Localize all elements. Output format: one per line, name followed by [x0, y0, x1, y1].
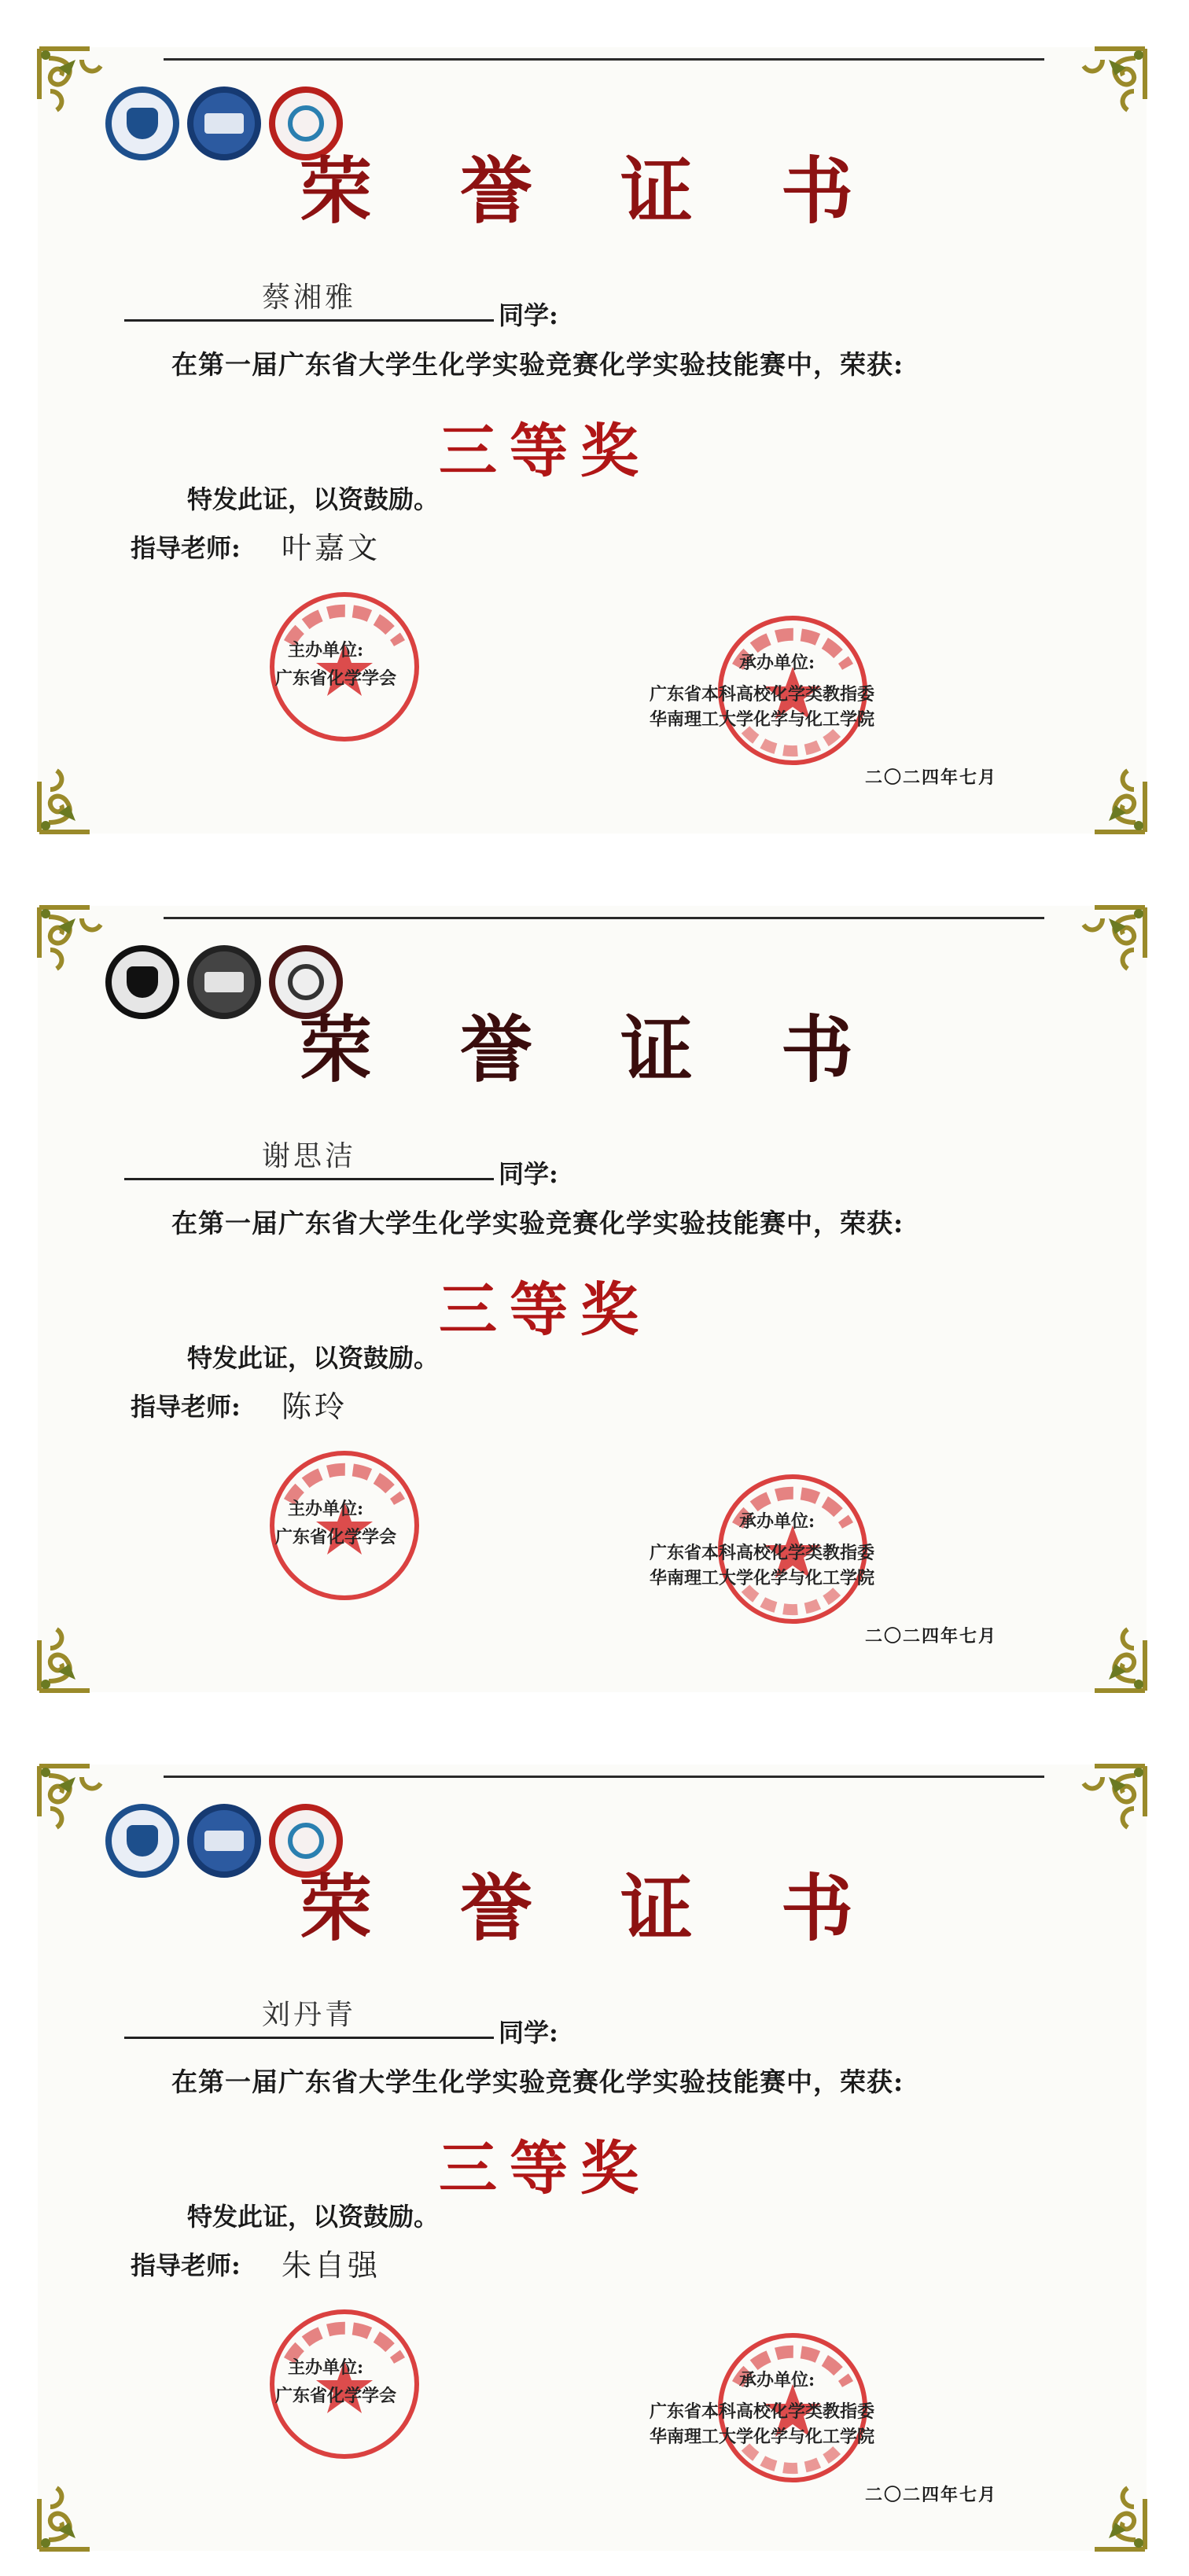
competition-line: 在第一届广东省大学生化学实验竞赛化学实验技能赛中，荣获: [171, 349, 904, 380]
certificate-paper [38, 47, 1147, 834]
advisor-name: 陈玲 [282, 1389, 348, 1424]
award-text: 三等奖 [439, 2135, 651, 2202]
advisor-name: 朱自强 [282, 2248, 381, 2283]
organizer-line-2: 华南理工大学化学与化工学院 [650, 1568, 875, 1588]
certificate-paper [38, 1765, 1147, 2551]
advisor-label: 指导老师: [131, 2250, 241, 2280]
organizer-label: 承办单位: [739, 1511, 815, 1532]
organizer-line-1: 广东省本科高校化学类教指委 [650, 684, 875, 705]
host-name: 广东省化学学会 [275, 2386, 397, 2406]
host-name: 广东省化学学会 [275, 668, 397, 689]
issue-date: 二〇二四年七月 [864, 767, 997, 788]
certificate-paper [38, 906, 1147, 1692]
organizer-line-2: 华南理工大学化学与化工学院 [650, 709, 875, 730]
award-text: 三等奖 [439, 418, 651, 485]
organizer-line-1: 广东省本科高校化学类教指委 [650, 1543, 875, 1563]
advisor-label: 指导老师: [131, 1392, 241, 1422]
advisor-name: 叶嘉文 [282, 531, 381, 565]
issue-line: 特发此证，以资鼓励。 [187, 1343, 440, 1373]
organizer-line-1: 广东省本科高校化学类教指委 [650, 2401, 875, 2422]
ornament-corner-icon [1055, 1761, 1150, 1856]
organizer-label: 承办单位: [739, 2370, 815, 2390]
organizer-line-2: 华南理工大学化学与化工学院 [650, 2427, 875, 2447]
ornament-corner-icon [1055, 742, 1150, 837]
student-name-line [124, 1135, 494, 1180]
certificate [0, 0, 1189, 859]
student-name-line [124, 277, 494, 322]
certificate [0, 859, 1189, 1717]
student-name: 刘丹青 [261, 1999, 356, 2031]
top-border-line [164, 1776, 1044, 1778]
host-label: 主办单位: [288, 2357, 364, 2378]
certificate-title: 荣 誉 证 书 [299, 1007, 885, 1092]
student-suffix: 同学: [499, 2018, 558, 2048]
issue-line: 特发此证，以资鼓励。 [187, 484, 440, 514]
student-suffix: 同学: [499, 1159, 558, 1189]
certificate [0, 1717, 1189, 2576]
ornament-corner-icon [35, 742, 129, 837]
award-text: 三等奖 [439, 1276, 651, 1344]
certificate-title: 荣 誉 证 书 [299, 149, 885, 234]
ornament-corner-icon [1055, 2460, 1150, 2554]
ornament-corner-icon [1055, 903, 1150, 997]
issue-date: 二〇二四年七月 [864, 1626, 997, 1647]
ornament-corner-icon [35, 2460, 129, 2554]
competition-line: 在第一届广东省大学生化学实验竞赛化学实验技能赛中，荣获: [171, 1208, 904, 1238]
top-border-line [164, 58, 1044, 61]
organizer-label: 承办单位: [739, 653, 815, 673]
student-suffix: 同学: [499, 300, 558, 330]
advisor-label: 指导老师: [131, 533, 241, 563]
student-name-line [124, 1994, 494, 2039]
issue-date: 二〇二四年七月 [864, 2485, 997, 2505]
student-name: 谢思洁 [261, 1140, 356, 1172]
ornament-corner-icon [1055, 44, 1150, 138]
ornament-corner-icon [1055, 1601, 1150, 1695]
student-name: 蔡湘雅 [261, 282, 356, 314]
top-border-line [164, 917, 1044, 919]
certificate-title: 荣 誉 证 书 [299, 1866, 885, 1951]
host-label: 主办单位: [288, 640, 364, 661]
host-label: 主办单位: [288, 1499, 364, 1519]
issue-line: 特发此证，以资鼓励。 [187, 2202, 440, 2232]
ornament-corner-icon [35, 1601, 129, 1695]
host-name: 广东省化学学会 [275, 1527, 397, 1547]
competition-line: 在第一届广东省大学生化学实验竞赛化学实验技能赛中，荣获: [171, 2066, 904, 2097]
